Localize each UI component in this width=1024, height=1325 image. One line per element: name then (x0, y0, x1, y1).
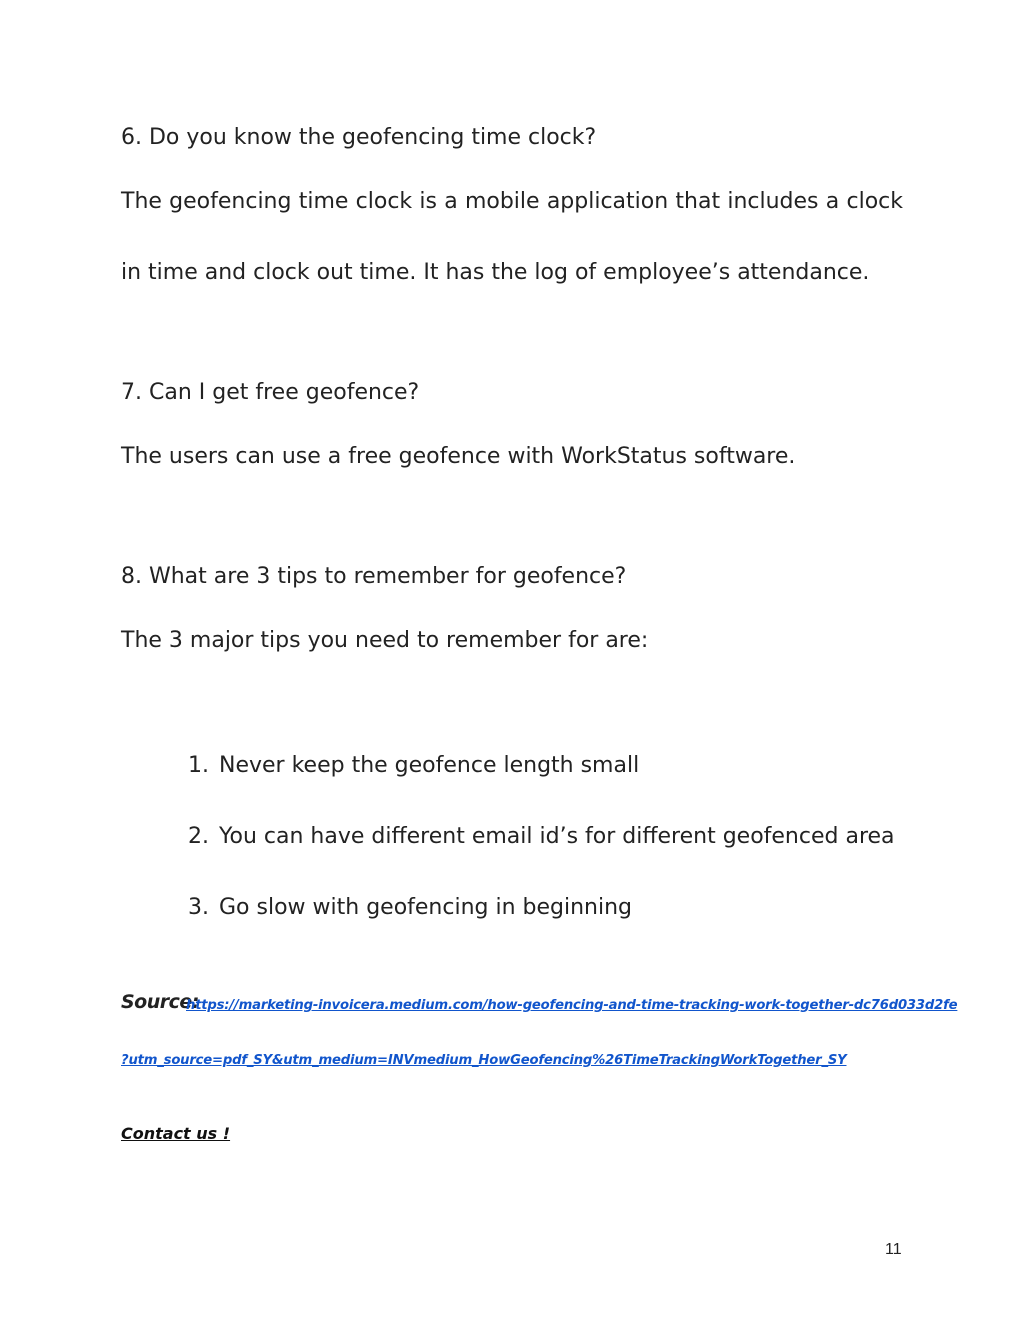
q6-heading: 6. Do you know the geofencing time clock? (121, 125, 597, 150)
tip-text: Never keep the geofence length small (219, 753, 640, 778)
q8-heading: 8. What are 3 tips to remember for geofence? (121, 564, 627, 589)
q6-answer-line1: The geofencing time clock is a mobile application that includes a clock (121, 189, 903, 214)
tip-item-2 (188, 823, 895, 851)
source-link-line2[interactable]: ?utm_source=pdf_SY&utm_medium=INVmedium_HowGeofencing%26TimeTrackingWorkTogether_SY (121, 1053, 847, 1068)
source-link-line1[interactable]: https://marketing-invoicera.medium.com/how-geofencing-and-time-tracking-work-together-dc76d033d2fe (186, 998, 958, 1013)
source-label: Source: (121, 991, 199, 1013)
tip-number: 3. (188, 895, 209, 920)
page-number: 11 (885, 1241, 902, 1258)
q6-answer-line2: in time and clock out time. It has the log of employee’s attendance. (121, 260, 870, 285)
tip-number: 2. (188, 824, 209, 849)
tip-item-1 (188, 752, 639, 780)
contact-us-link[interactable]: Contact us ! (121, 1124, 231, 1143)
tip-text: You can have different email id’s for different geofenced area (219, 824, 895, 849)
tip-number: 1. (188, 753, 209, 778)
q7-heading: 7. Can I get free geofence? (121, 380, 420, 405)
q7-answer: The users can use a free geofence with WorkStatus software. (121, 444, 796, 469)
tip-text: Go slow with geofencing in beginning (219, 895, 633, 920)
tip-item-3 (188, 894, 632, 922)
q8-answer: The 3 major tips you need to remember for are: (121, 628, 649, 653)
